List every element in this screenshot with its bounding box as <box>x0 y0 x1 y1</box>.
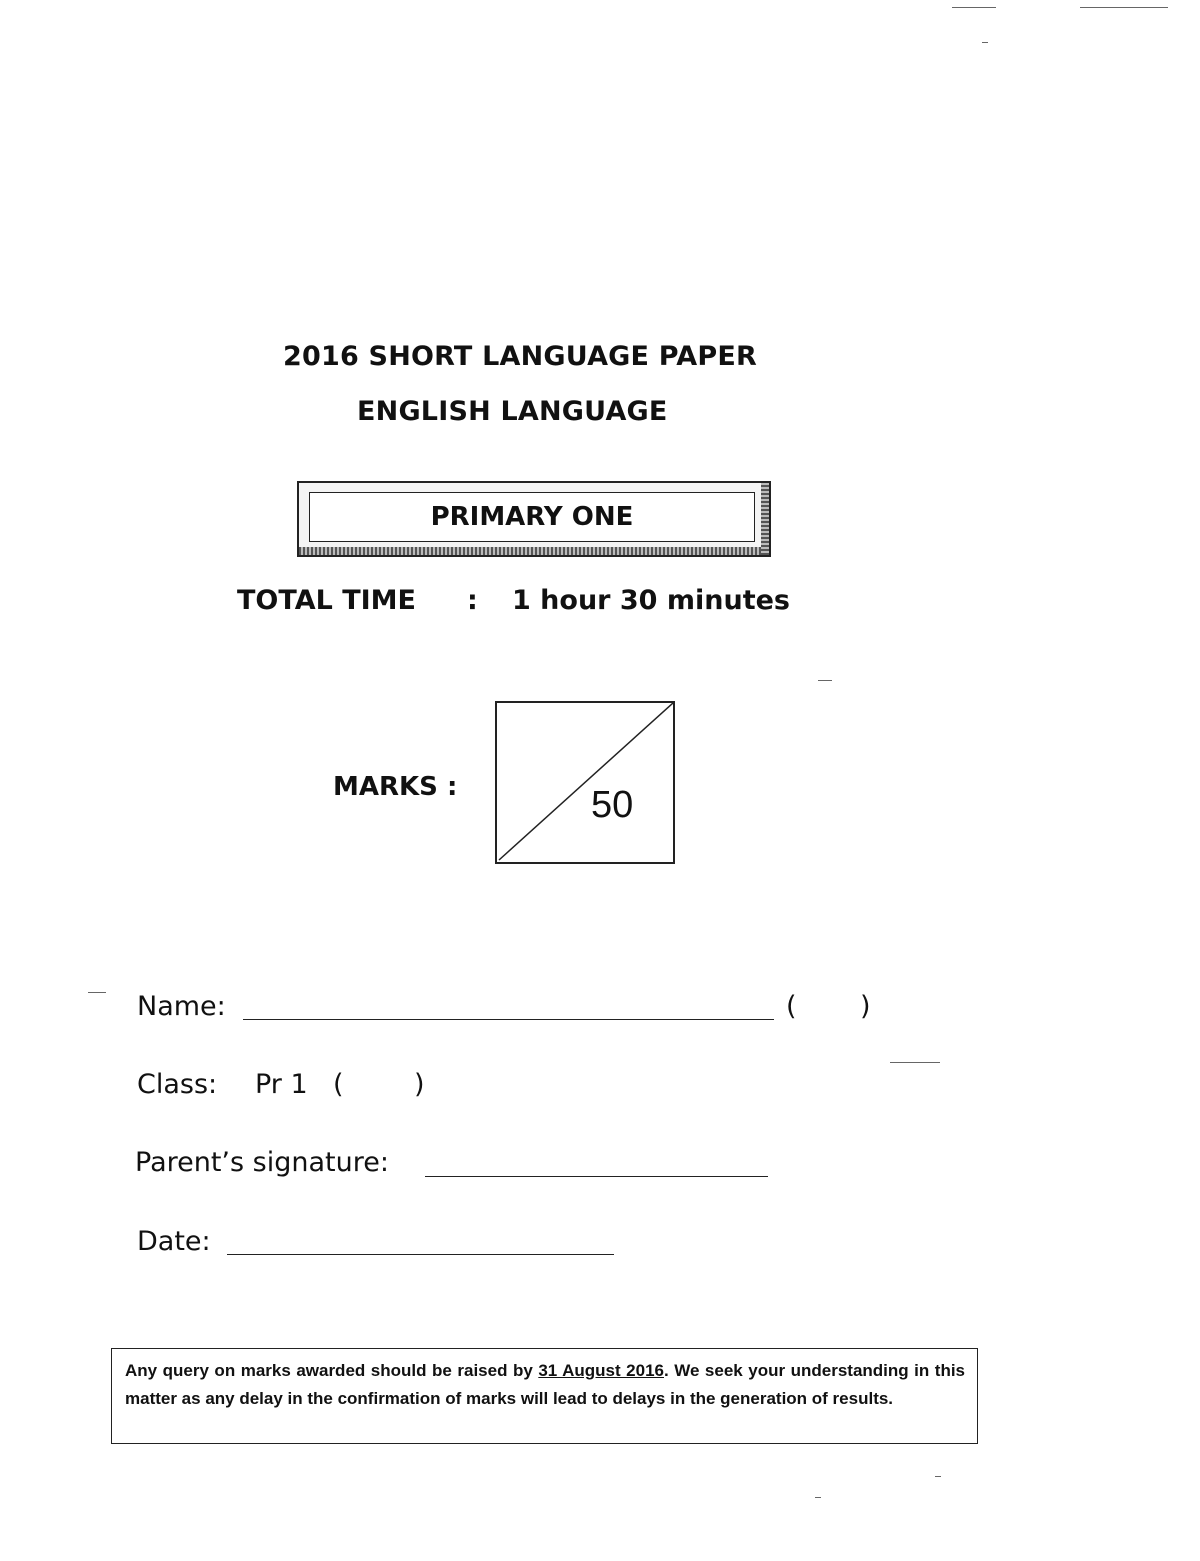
total-time-separator: : <box>467 585 478 616</box>
level-frame <box>297 481 771 557</box>
scan-speck <box>982 42 988 43</box>
date-label: Date: <box>137 1226 211 1257</box>
scan-speck <box>88 992 106 993</box>
parent-signature-field[interactable] <box>425 1176 768 1177</box>
subject-title: ENGLISH LANGUAGE <box>357 396 668 427</box>
total-time-value: 1 hour 30 minutes <box>512 585 790 616</box>
notice-box <box>111 1348 978 1444</box>
scan-speck <box>890 1062 940 1063</box>
scan-speck <box>818 680 832 681</box>
scan-speck <box>935 1476 941 1477</box>
marks-total: 50 <box>591 784 634 826</box>
class-value: Pr 1 <box>255 1069 308 1100</box>
marks-box[interactable] <box>495 701 675 864</box>
scan-speck <box>1080 7 1168 8</box>
paper-title: 2016 SHORT LANGUAGE PAPER <box>283 341 758 372</box>
marks-label: MARKS : <box>333 772 458 802</box>
notice-text-start: Any query on marks awarded should be raised by <box>125 1361 539 1380</box>
name-label: Name: <box>137 991 226 1022</box>
notice-text-end: . We seek your understanding in this matter as any delay in the confirmation of marks will lead to delays in the generation of results. <box>125 1361 966 1408</box>
scan-speck <box>815 1497 821 1498</box>
parent-signature-label: Parent’s signature: <box>135 1147 389 1178</box>
marks-diagonal <box>497 703 673 862</box>
name-field[interactable] <box>243 1019 774 1020</box>
class-number-paren-close: ) <box>414 1069 425 1100</box>
level-label: PRIMARY ONE <box>309 492 755 542</box>
index-number-paren-close: ) <box>860 991 871 1022</box>
date-field[interactable] <box>227 1254 614 1255</box>
frame-shadow <box>299 547 769 555</box>
class-number-paren-open: ( <box>333 1069 344 1100</box>
scan-speck <box>952 7 996 8</box>
total-time-label: TOTAL TIME <box>237 585 416 616</box>
class-label: Class: <box>137 1069 218 1100</box>
index-number-paren-open: ( <box>786 991 797 1022</box>
notice-deadline: 31 August 2016 <box>538 1361 664 1380</box>
frame-shadow <box>761 483 769 555</box>
